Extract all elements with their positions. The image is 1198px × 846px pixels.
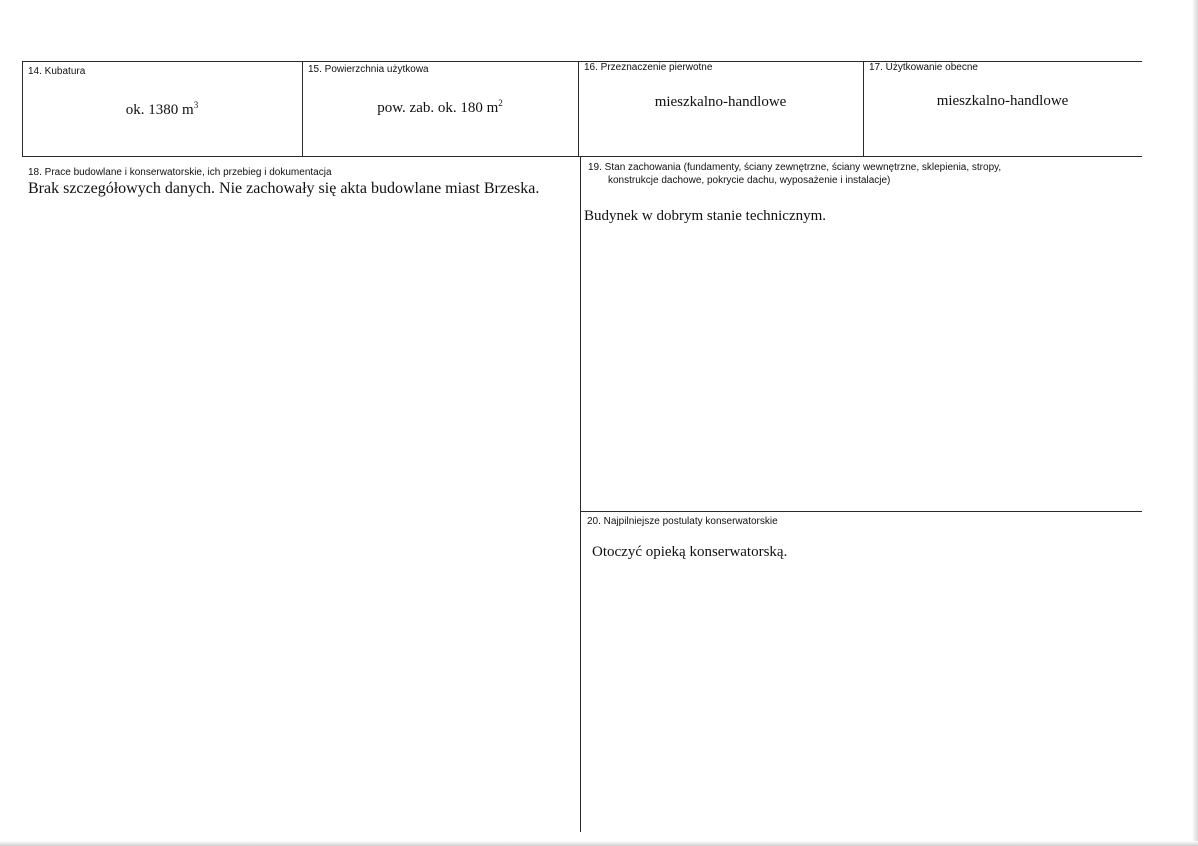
powierzchnia-value bbox=[302, 98, 578, 117]
row-divider-1 bbox=[22, 156, 1142, 157]
prace-budowlane-label: 18. Prace budowlane i konserwatorskie, ich przebieg i dokumentacja bbox=[28, 167, 332, 178]
powierzchnia-label: 15. Powierzchnia użytkowa bbox=[308, 64, 429, 75]
uzytkowanie-value: mieszkalno-handlowe bbox=[936, 93, 1069, 109]
kubatura-unit-exponent: 3 bbox=[193, 100, 199, 110]
stan-zachowania-label-line1: 19. Stan zachowania (fundamenty, ściany zewnętrzne, ściany wewnętrzne, sklepienia, stropy, bbox=[588, 162, 1002, 173]
prace-budowlane-value: Brak szczegółowych danych. Nie zachowały się akta budowlane miast Brzeska. bbox=[28, 180, 540, 197]
scan-edge-bottom bbox=[0, 841, 1198, 846]
przeznaczenie-label: 16. Przeznaczenie pierwotne bbox=[584, 62, 713, 73]
kubatura-value bbox=[22, 100, 302, 119]
stan-zachowania-value: Budynek w dobrym stanie technicznym. bbox=[584, 208, 827, 224]
scan-edge-right bbox=[1192, 0, 1198, 846]
uzytkowanie-label: 17. Użytkowanie obecne bbox=[869, 62, 978, 73]
postulaty-label: 20. Najpilniejsze postulaty konserwatorskie bbox=[587, 516, 778, 527]
stan-zachowania-label-line2: konstrukcje dachowe, pokrycie dachu, wyposażenie i instalacje) bbox=[608, 175, 891, 186]
postulaty-value: Otoczyć opieką konserwatorską. bbox=[592, 544, 788, 560]
f20-top-rule bbox=[580, 511, 1142, 512]
powierzchnia-unit-exponent: 2 bbox=[498, 98, 503, 108]
powierzchnia-value-text: pow. zab. ok. 180 m bbox=[377, 100, 499, 116]
kubatura-value-text: ok. 1380 m bbox=[125, 102, 194, 118]
divider-18-19 bbox=[580, 156, 581, 832]
przeznaczenie-value: mieszkalno-handlowe bbox=[654, 94, 787, 110]
kubatura-label: 14. Kubatura bbox=[28, 66, 86, 77]
